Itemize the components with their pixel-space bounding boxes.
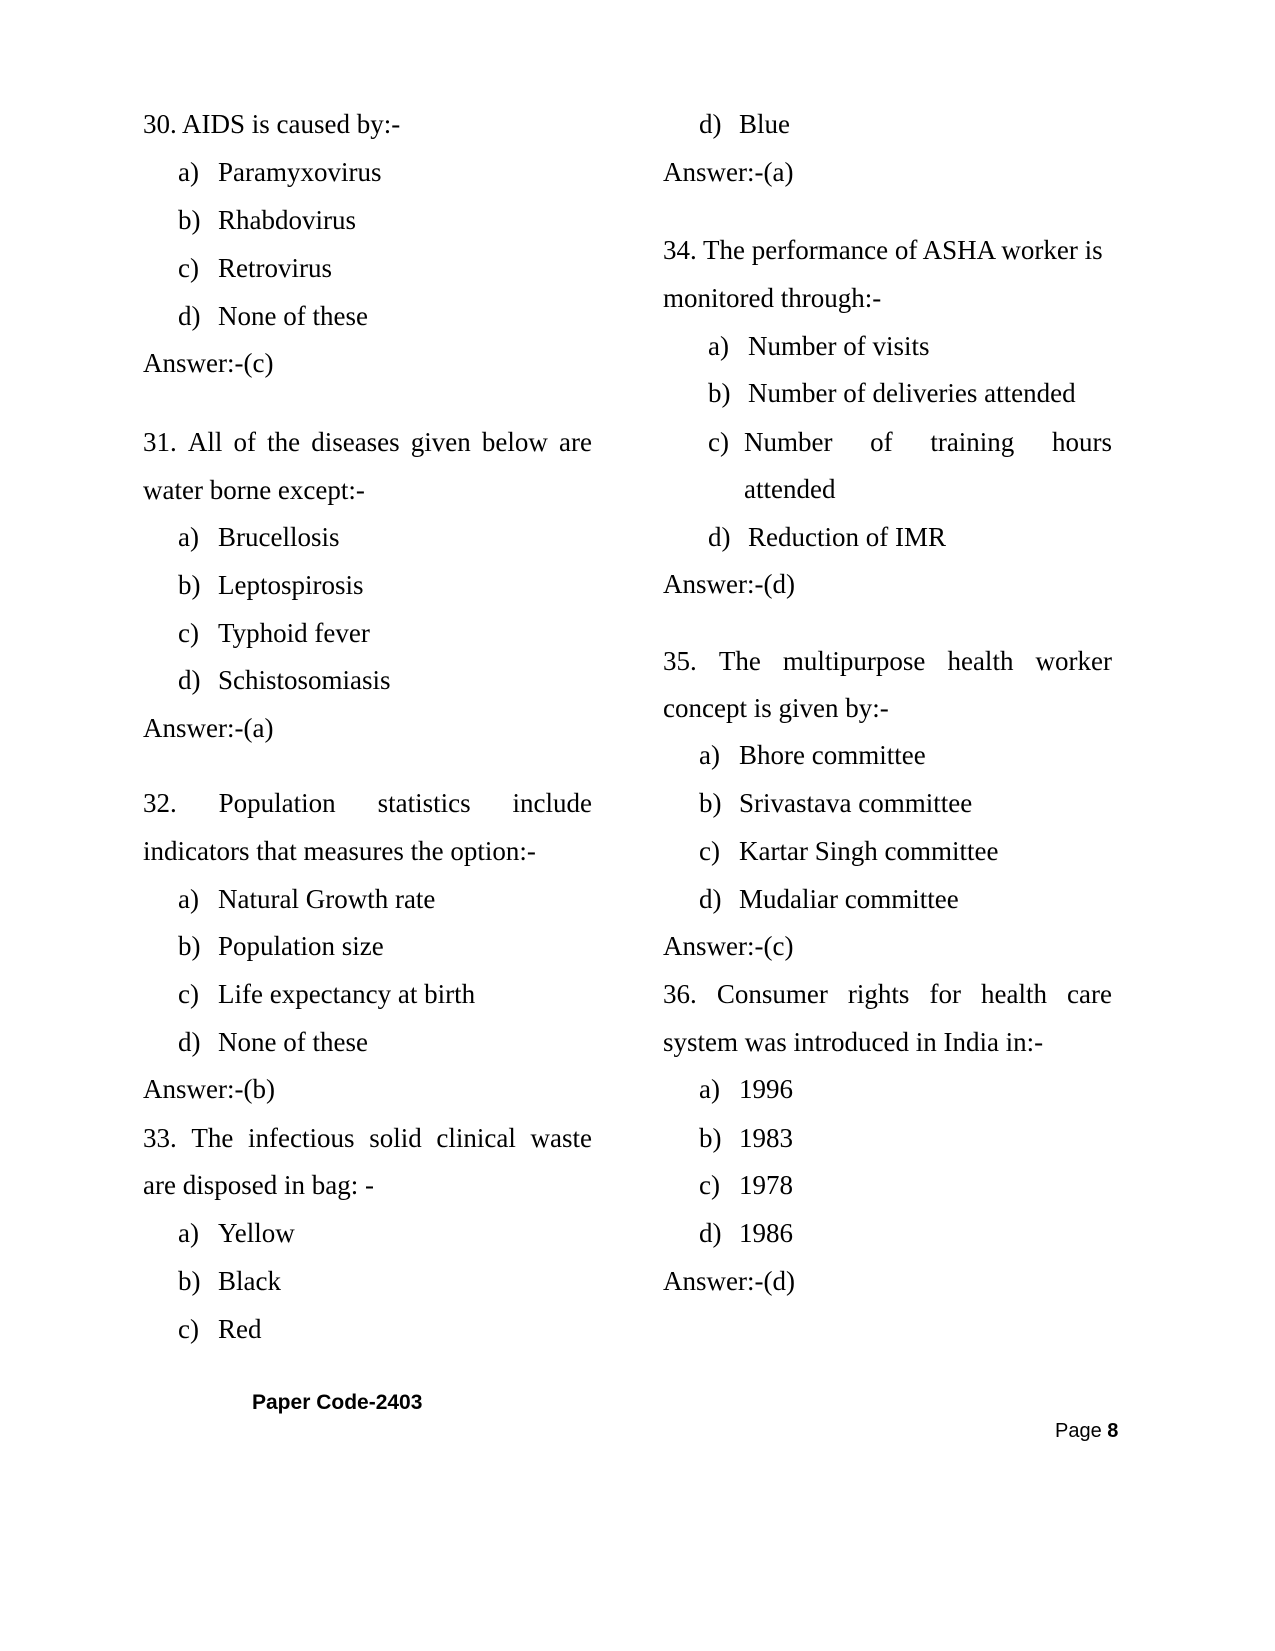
stem-word: multipurpose <box>782 646 926 676</box>
stem-word: below <box>481 427 548 457</box>
option-text: Paramyxovirus <box>218 157 382 187</box>
q32-stem-line2: indicators that measures the option:- <box>143 836 536 866</box>
stem-word: clinical <box>436 1123 516 1153</box>
stem-word: given <box>410 427 471 457</box>
option-word: Number <box>744 427 833 457</box>
option-letter: a) <box>699 740 720 770</box>
option-letter: b) <box>178 931 201 961</box>
q36-stem-line2: system was introduced in India in:- <box>663 1027 1044 1057</box>
q30-option-b <box>178 207 356 234</box>
q31-option-c <box>178 620 370 647</box>
option-letter: b) <box>699 788 722 818</box>
option-letter: d) <box>178 1027 201 1057</box>
option-letter: c) <box>178 253 199 283</box>
q36-answer: Answer:-(d) <box>663 1266 795 1296</box>
q33-stem-line2: are disposed in bag: - <box>143 1170 374 1200</box>
page-number-label <box>1055 1420 1118 1443</box>
option-text: Number of deliveries attended <box>748 378 1076 408</box>
option-text: Srivastava committee <box>739 788 973 818</box>
stem-word: solid <box>369 1123 422 1153</box>
q31-option-a <box>178 524 340 551</box>
option-text: Leptospirosis <box>218 570 364 600</box>
q31-option-b <box>178 572 364 599</box>
stem-word: 32. <box>143 788 177 818</box>
option-letter: d) <box>699 1218 722 1248</box>
option-letter: a) <box>178 157 199 187</box>
q32-stem-line1 <box>143 790 592 817</box>
q30-stem: 30. AIDS is caused by:- <box>143 109 401 139</box>
q30-answer: Answer:-(c) <box>143 348 274 378</box>
q31-stem-line1 <box>143 429 592 456</box>
option-text: Black <box>218 1266 281 1296</box>
q34-answer: Answer:-(d) <box>663 569 795 599</box>
q32-option-d <box>178 1029 368 1056</box>
q35-stem-line2: concept is given by:- <box>663 693 889 723</box>
option-text: Bhore committee <box>739 740 926 770</box>
stem-word: diseases <box>311 427 400 457</box>
option-text: Typhoid fever <box>218 618 370 648</box>
option-letter: b) <box>178 1266 201 1296</box>
option-letter: b) <box>708 378 731 408</box>
q35-option-d <box>699 886 959 913</box>
q35-option-b <box>699 790 972 817</box>
q36-option-a <box>699 1076 793 1103</box>
option-letter: a) <box>178 884 199 914</box>
option-letter: b) <box>178 205 201 235</box>
option-text: 1986 <box>739 1218 793 1248</box>
option-letter: c) <box>178 1314 199 1344</box>
q31-stem-line2: water borne except:- <box>143 475 365 505</box>
q35-option-c <box>699 838 998 865</box>
option-letter: a) <box>708 331 729 361</box>
stem-word: rights <box>847 979 910 1009</box>
stem-word: health <box>947 646 1014 676</box>
q30-option-d <box>178 303 368 330</box>
stem-word: care <box>1067 979 1112 1009</box>
option-text: Number of visits <box>748 331 930 361</box>
option-text: Yellow <box>218 1218 295 1248</box>
q32-option-b <box>178 933 384 960</box>
option-text: Blue <box>739 109 790 139</box>
q33-option-d <box>699 111 790 138</box>
stem-word: 31. <box>143 427 177 457</box>
q31-answer: Answer:-(a) <box>143 713 274 743</box>
option-letter: d) <box>708 522 731 552</box>
option-letter: a) <box>699 1074 720 1104</box>
stem-word: waste <box>530 1123 592 1153</box>
stem-word: health <box>981 979 1047 1009</box>
option-text: Schistosomiasis <box>218 665 391 695</box>
stem-word: infectious <box>248 1123 355 1153</box>
q35-option-a <box>699 742 926 769</box>
q33-stem-line1 <box>143 1125 592 1152</box>
stem-word: Consumer <box>716 979 828 1009</box>
stem-word: Population <box>218 788 336 818</box>
stem-word: worker <box>1035 646 1112 676</box>
stem-word: statistics <box>377 788 471 818</box>
option-letter: b) <box>699 1123 722 1153</box>
option-text: 1978 <box>739 1170 793 1200</box>
stem-word: include <box>512 788 592 818</box>
stem-word: 33. <box>143 1123 177 1153</box>
q36-option-b <box>699 1125 793 1152</box>
option-text: Brucellosis <box>218 522 340 552</box>
option-word: training <box>930 427 1015 457</box>
page-label: Page <box>1055 1420 1102 1442</box>
q32-option-c <box>178 981 475 1008</box>
option-text: 1996 <box>739 1074 793 1104</box>
stem-word: All <box>187 427 223 457</box>
q34-option-c-line2: attended <box>744 474 836 504</box>
option-word: of <box>870 427 893 457</box>
q30-option-c <box>178 255 332 282</box>
page-number: 8 <box>1107 1420 1119 1442</box>
q31-option-d <box>178 667 391 694</box>
stem-word: 36. <box>663 979 697 1009</box>
option-text: Rhabdovirus <box>218 205 356 235</box>
stem-word: of <box>233 427 256 457</box>
option-letter: d) <box>178 665 201 695</box>
q34-stem-line1: 34. The performance of ASHA worker is <box>663 235 1103 265</box>
option-text: Mudaliar committee <box>739 884 959 914</box>
q34-option-c-letter: c) <box>708 427 729 457</box>
q35-stem-line1 <box>663 648 1112 675</box>
stem-word: are <box>559 427 592 457</box>
option-text: Retrovirus <box>218 253 332 283</box>
option-letter: c) <box>699 836 720 866</box>
q32-answer: Answer:-(b) <box>143 1074 275 1104</box>
option-letter: a) <box>178 1218 199 1248</box>
option-letter: d) <box>699 884 722 914</box>
q34-option-b <box>708 380 1076 407</box>
q35-answer: Answer:-(c) <box>663 931 794 961</box>
option-text: 1983 <box>739 1123 793 1153</box>
q30-option-a <box>178 159 381 186</box>
option-text: Red <box>218 1314 262 1344</box>
stem-word: 35. <box>663 646 697 676</box>
q32-option-a <box>178 886 435 913</box>
q33-option-c <box>178 1316 262 1343</box>
option-text: Reduction of IMR <box>748 522 946 552</box>
option-text: Kartar Singh committee <box>739 836 999 866</box>
q33-answer: Answer:-(a) <box>663 157 794 187</box>
q33-option-b <box>178 1268 281 1295</box>
stem-word: The <box>191 1123 234 1153</box>
option-text: None of these <box>218 301 368 331</box>
q36-stem-line1 <box>663 981 1112 1008</box>
option-text: Population size <box>218 931 384 961</box>
q34-option-d <box>708 524 946 551</box>
option-letter: c) <box>699 1170 720 1200</box>
option-letter: d) <box>178 301 201 331</box>
q36-option-d <box>699 1220 793 1247</box>
option-letter: b) <box>178 570 201 600</box>
q36-option-c <box>699 1172 793 1199</box>
q34-option-a <box>708 333 930 360</box>
option-text: Life expectancy at birth <box>218 979 476 1009</box>
option-letter: c) <box>178 618 199 648</box>
stem-word: for <box>929 979 961 1009</box>
option-word: hours <box>1051 427 1112 457</box>
q33-option-a <box>178 1220 295 1247</box>
stem-word: the <box>267 427 301 457</box>
paper-code: Paper Code-2403 <box>252 1391 423 1414</box>
stem-word: The <box>718 646 761 676</box>
option-letter: a) <box>178 522 199 552</box>
option-letter: c) <box>178 979 199 1009</box>
option-text: Natural Growth rate <box>218 884 436 914</box>
q34-stem-line2: monitored through:- <box>663 283 882 313</box>
option-letter: d) <box>699 109 722 139</box>
q34-option-c-line1 <box>744 429 1112 456</box>
option-text: None of these <box>218 1027 368 1057</box>
